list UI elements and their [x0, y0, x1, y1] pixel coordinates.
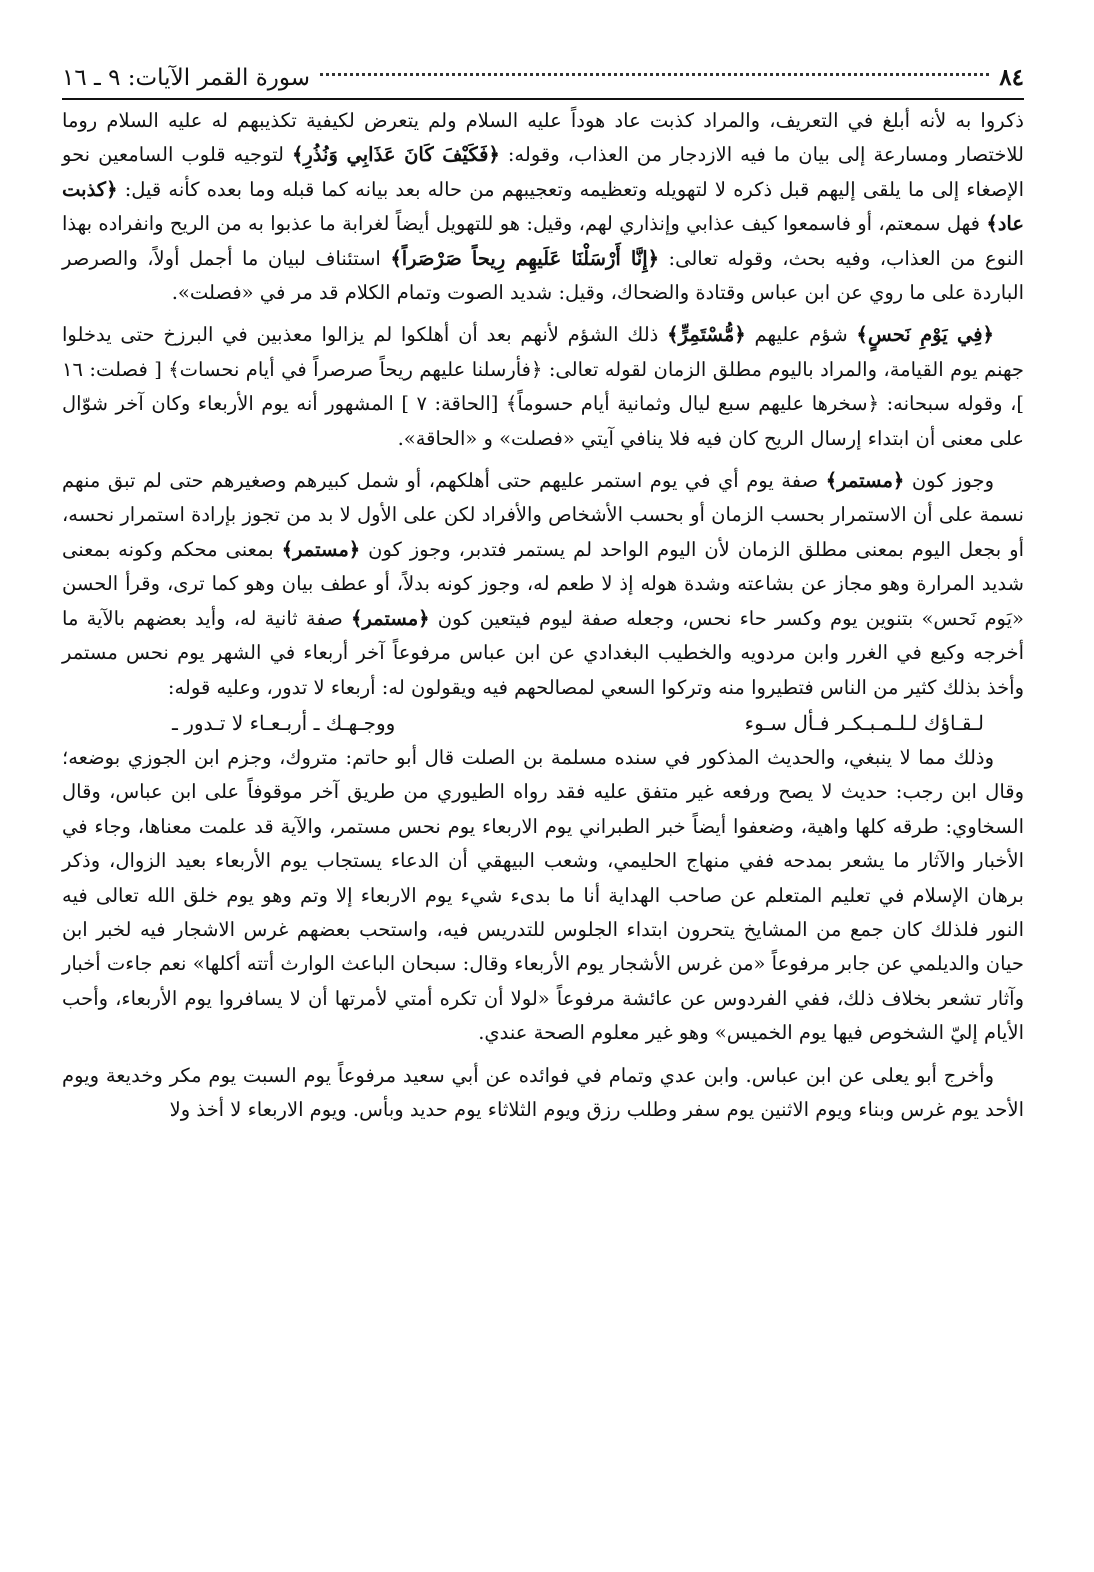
page-number: ٨٤ — [999, 64, 1024, 91]
body-text-b — [62, 741, 1024, 1127]
text-run: لتوجيه قلوب السامعين نحو الإصغاء إلى ما يلقى إليهم قبل ذكره لا لتهويله وتعظيمه وتعجيبهم من حاله بعد بيانه كما قبله وما بعده كأنه قيل: — [62, 143, 1024, 201]
quran-quote: ﴿مستمر﴾ — [825, 469, 905, 493]
paragraph-gap — [62, 456, 1024, 464]
paragraph-gap — [62, 1051, 1024, 1059]
text-run: وأخرج أبو يعلى عن ابن عباس. وابن عدي وتمام في فوائده عن أبي سعيد مرفوعاً يوم السبت يوم مكر وخديعة ويوم الأحد يوم غرس وبناء ويوم الاثنين يوم سفر وطلب رزق ويوم الثلاثاء يوم حديد وبأس. ويوم الاربعاء لا أخذ ولا — [62, 1063, 1024, 1121]
paragraph-p2 — [62, 318, 1024, 456]
paragraph-p5 — [62, 1059, 1024, 1128]
quran-quote: ﴿فَكَيْفَ كَانَ عَذَابِي وَنُذُرِ﴾ — [291, 143, 500, 167]
text-run: فهل سمعتم، أو فاسمعوا كيف عذابي وإنذاري لهم، وقيل: هو للتهويل أيضاً لغرابة ما عذبوا به من الريح وانفراده بهذا النوع من العذاب، وفيه بحث، وقوله تعالى: — [62, 212, 1025, 270]
page-header — [62, 62, 1024, 94]
header-leader-dots — [320, 72, 989, 76]
text-run: ذكروا به لأنه أبلغ في التعريف، والمراد كذبت عاد هوداً عليه السلام ولم يتعرض لكيفية تكذيبهم له عليه السلام روما للاختصار ومسارعة إلى بيان ما فيه الازدجار من العذاب، وقوله: — [62, 109, 1024, 167]
text-run: شؤم عليهم — [745, 323, 857, 347]
quran-quote: ﴿إِنَّا أَرْسَلْنَا عَلَيهِم رِيحاً صَرْصَراً﴾ — [390, 246, 660, 270]
text-run: وجوز كون — [904, 469, 994, 493]
paragraph-p3 — [62, 464, 1024, 705]
quran-quote: ﴿مُّسْتَمِرٍّ﴾ — [667, 323, 746, 347]
header-rule — [62, 98, 1024, 100]
paragraph-p1 — [62, 104, 1024, 310]
verse-first-hemistich: لـقـاؤك لـلـمـبـكـر فـأل سـوء — [744, 710, 984, 735]
quran-quote: ﴿مستمر﴾ — [350, 606, 430, 630]
text-run: بمعنى محكم وكونه بمعنى شديد المرارة وهو مجاز عن بشاعته وشدة هوله إذ لا طعم له، وجوز كونه بدلاً، أو عطف بيان وهو كما ترى، وقرأ الحسن «يَوم نَحس» بتنوين يوم وكسر حاء نحس، وجعله صفة ليوم فيتعين كون — [62, 537, 1024, 630]
text-run: ذلك الشؤم لأنهم بعد أن أهلكوا لم يزالوا معذبين في البرزخ حتى يدخلوا جهنم يوم القيامة، والمراد باليوم مطلق الزمان لقوله تعالى: ﴿فأرسلنا عليهم ريحاً صرصراً في أيام نحسات﴾ [ فصلت: ١٦ ]، وقوله سبحانه: ﴿سخرها عليهم سبع ليال وثمانية أيام حسوماً﴾ [الحاقة: ٧ ] المشهور أنه يوم الأربعاء وكان آخر شوّال على معنى أن ابتداء إرسال الريح كان فيه فلا ينافي آيتي «فصلت» و «الحاقة». — [62, 323, 1024, 450]
verse-second-hemistich: ووجـهـك ـ أربـعـاء لا تـدور ـ — [172, 710, 396, 735]
text-run: استئناف لبيان ما أجمل أولاً، والصرصر الباردة على ما روي عن ابن عباس وقتادة والضحاك، وقيل: شديد الصوت وتمام الكلام قد مر في «فصلت». — [62, 246, 1024, 305]
text-run: صفة ثانية له، وأيد بعضهم بالآية ما أخرجه وكيع في الغرر وابن مردويه والخطيب البغدادي عن ابن عباس مرفوعاً آخر أربعاء في الشهر يوم نحس مستمر وأخذ بذلك كثير من الناس فتطيروا منه وتركوا السعي لمصالحهم فيه ويقولون له: أربعاء لا تدور، وعليه قوله: — [62, 606, 1024, 699]
quran-quote: ﴿مستمر﴾ — [281, 537, 361, 561]
poetry-verse — [62, 705, 1024, 741]
book-page — [62, 62, 1024, 1127]
paragraph-p4 — [62, 741, 1024, 1051]
text-run: وذلك مما لا ينبغي، والحديث المذكور في سنده مسلمة بن الصلت قال أبو حاتم: متروك، وجزم ابن الجوزي بوضعه؛ وقال ابن رجب: حديث لا يصح ورفعه غير متفق عليه فقد رواه الطيوري من طريق آخر موقوفاً على ابن عباس، وقال السخاوي: طرقه كلها واهية، وضعفوا أيضاً خبر الطبراني يوم الاربعاء يوم نحس مستمر، والآية قد علمت معناها، وجاء في الأخبار والآثار ما يشعر بمدحه ففي منهاج الحليمي، وشعب البيهقي أن الدعاء يستجاب يوم الأربعاء بعيد الزوال، وذكر برهان الإسلام في تعليم المتعلم عن صاحب الهداية أنا ما بدىء شيء يوم الاربعاء إلا وتم وهو يوم خلق الله تعالى فيه النور فلذلك كان جمع من المشايخ يتحرون ابتداء الجلوس للتدريس فيه، واستحب بعضهم غرس الاشجار فيه لخبر ابن حيان والديلمي عن جابر مرفوعاً «من غرس الأشجار يوم الأربعاء وقال: سبحان الباعث الوارث أتته أكلها» نعم جاءت أخبار وآثار تشعر بخلاف ذلك، ففي الفردوس عن عائشة مرفوعاً «لولا أن تكره أمتي لأمرتها أن لا يسافروا يوم الأربعاء، وأحب الأيام إليّ الشخوص فيها يوم الخميس» وهو غير معلوم الصحة عندي. — [62, 745, 1024, 1045]
paragraph-gap — [62, 310, 1024, 318]
quran-quote: ﴿فِي يَوْمِ نَحسٍ﴾ — [856, 323, 994, 347]
running-title: سورة القمر الآيات: ٩ ـ ١٦ — [62, 65, 311, 91]
quran-quote: ﴿كذبت عاد﴾ — [62, 177, 1024, 236]
text-run: صفة يوم أي في يوم استمر عليهم حتى أهلكهم، أو شمل كبيرهم وصغيرهم حتى لم تبق منهم نسمة على أن الاستمرار بحسب الزمان أو بحسب الأشخاص والأفراد لكن على الأول لا بد من تجوز بإرادة استمرار نحسه، أو بجعل اليوم بمعنى مطلق الزمان لأن اليوم الواحد لم يستمر فتدبر، وجوز كون — [62, 469, 1024, 561]
body-text-a — [62, 104, 1024, 705]
